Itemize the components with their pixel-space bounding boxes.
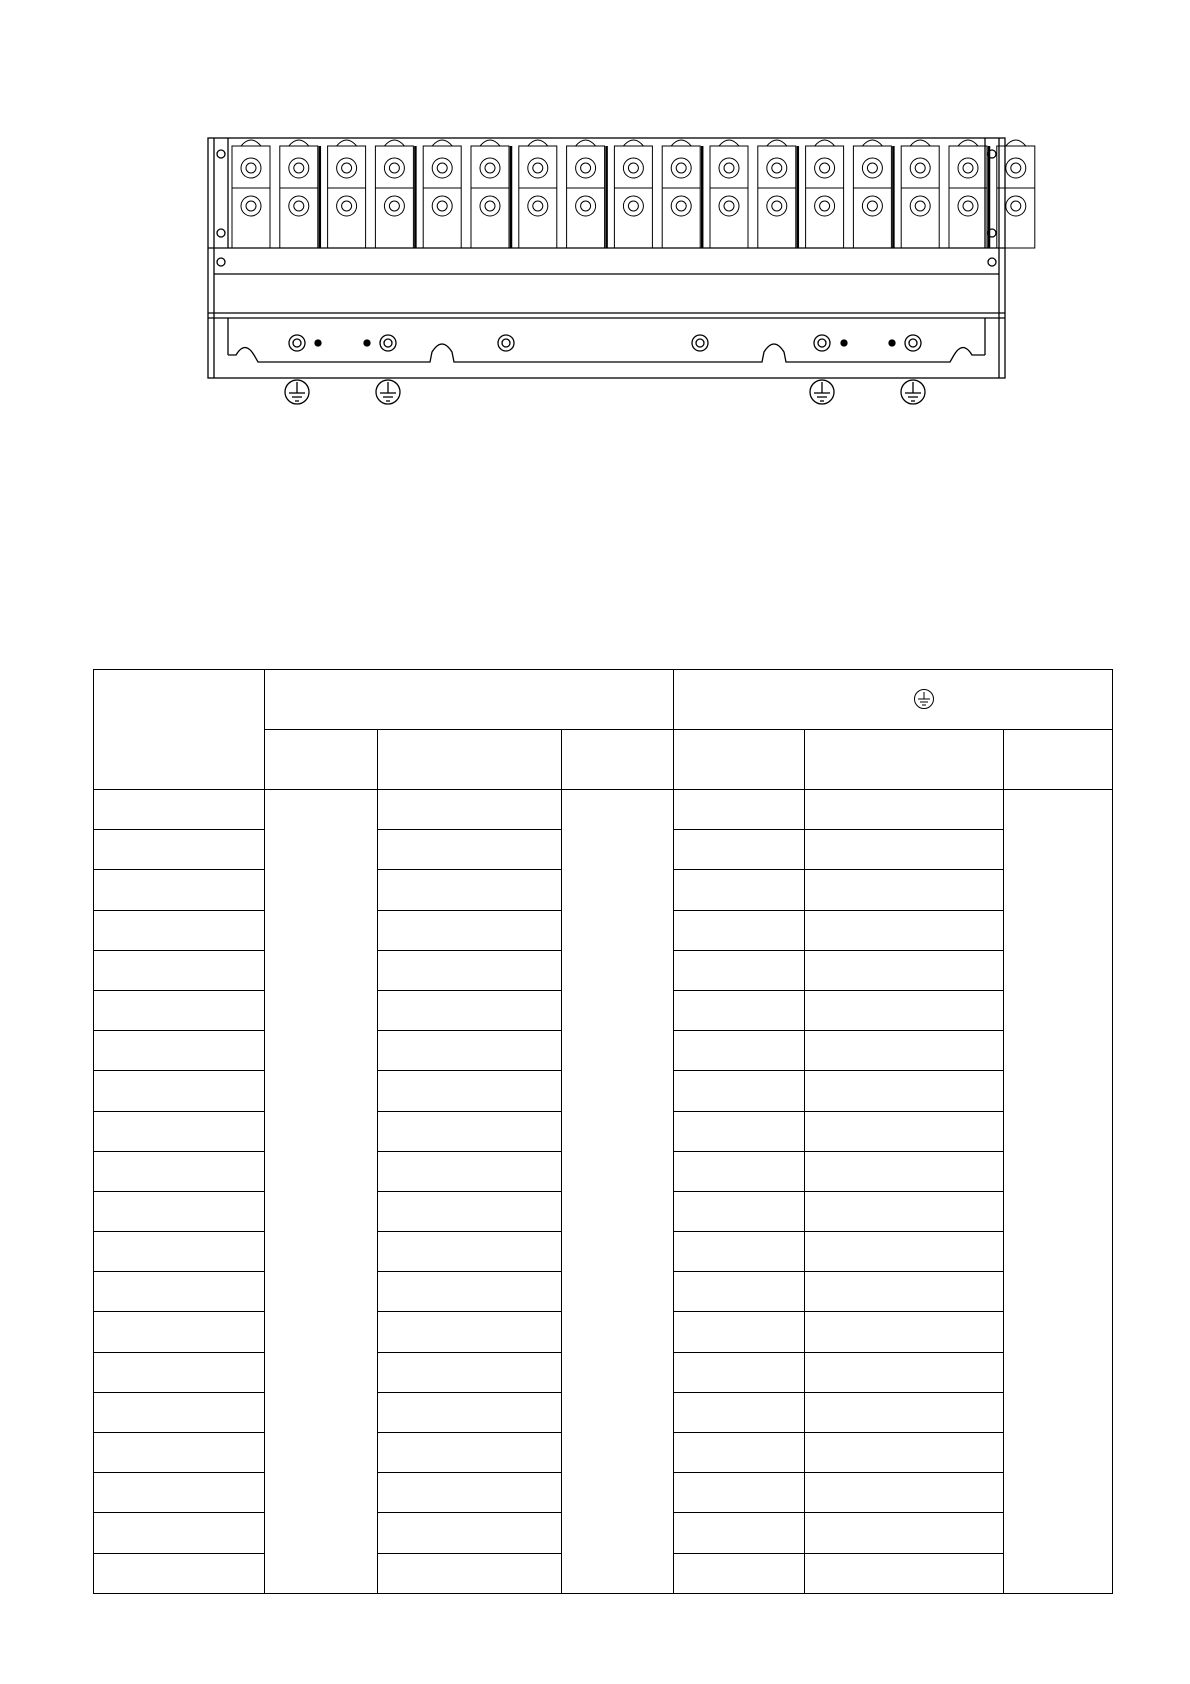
table-cell bbox=[674, 1433, 805, 1473]
terminal-screw-icon bbox=[241, 158, 261, 178]
terminal-top-clip bbox=[241, 140, 261, 146]
terminal-screw-icon bbox=[719, 196, 739, 216]
terminal-pair bbox=[280, 140, 320, 248]
table-cell bbox=[805, 790, 1004, 830]
terminal-body bbox=[614, 146, 652, 248]
terminal-screw-icon bbox=[384, 158, 404, 178]
terminal-top-clip bbox=[289, 140, 309, 146]
terminal-screw-inner bbox=[437, 163, 447, 173]
terminal-pair bbox=[901, 140, 939, 248]
header-model-cell bbox=[94, 670, 265, 790]
table-cell bbox=[674, 950, 805, 990]
terminal-screw-icon bbox=[719, 158, 739, 178]
terminal-screw-icon bbox=[815, 158, 835, 178]
terminal-screw-icon bbox=[767, 196, 787, 216]
terminal-screw-icon bbox=[337, 196, 357, 216]
merged-spec-cell bbox=[265, 790, 378, 1594]
busbar-bolt-inner bbox=[818, 339, 826, 347]
terminal-body bbox=[519, 146, 557, 248]
cover-screw-icon bbox=[988, 258, 996, 266]
header-ground-terminal-cell bbox=[674, 670, 1113, 730]
terminal-top-clip bbox=[432, 140, 452, 146]
table-cell bbox=[674, 1553, 805, 1593]
table-cell bbox=[378, 830, 562, 870]
terminal-screw-inner bbox=[867, 163, 877, 173]
table-cell bbox=[674, 1071, 805, 1111]
table-cell bbox=[378, 1513, 562, 1553]
table-cell bbox=[378, 910, 562, 950]
terminal-screw-icon bbox=[480, 196, 500, 216]
table-cell bbox=[805, 1553, 1004, 1593]
table-cell bbox=[378, 1071, 562, 1111]
table-cell bbox=[378, 790, 562, 830]
table-cell bbox=[94, 1553, 265, 1593]
terminal-screw-icon bbox=[528, 158, 548, 178]
terminal-top-clip bbox=[719, 140, 739, 146]
terminal-pair bbox=[328, 140, 366, 248]
terminal-screw-icon bbox=[910, 158, 930, 178]
terminal-screw-inner bbox=[1011, 163, 1021, 173]
table-cell bbox=[378, 1553, 562, 1593]
table-cell bbox=[94, 910, 265, 950]
table-cell bbox=[674, 1031, 805, 1071]
table-cell bbox=[805, 1191, 1004, 1231]
terminal-pair bbox=[662, 140, 702, 248]
terminal-body bbox=[232, 146, 270, 248]
busbar-pin-icon bbox=[841, 340, 847, 346]
terminal-body bbox=[471, 146, 509, 248]
terminal-top-clip bbox=[671, 140, 691, 146]
terminal-pair bbox=[232, 140, 270, 248]
frame-screw-icon bbox=[217, 150, 225, 158]
table-cell bbox=[378, 990, 562, 1030]
protective-earth-icon bbox=[913, 688, 935, 710]
header-subcell bbox=[265, 730, 378, 790]
terminal-screw-inner bbox=[676, 163, 686, 173]
terminal-screw-icon bbox=[576, 158, 596, 178]
terminal-screw-inner bbox=[437, 201, 447, 211]
busbar-bolt-inner bbox=[293, 339, 301, 347]
table-cell bbox=[674, 870, 805, 910]
table-cell bbox=[805, 1473, 1004, 1513]
table-cell bbox=[378, 950, 562, 990]
terminal-top-clip bbox=[337, 140, 357, 146]
terminal-row bbox=[232, 140, 1035, 248]
table-cell bbox=[805, 1352, 1004, 1392]
terminal-screw-inner bbox=[342, 163, 352, 173]
table-cell bbox=[94, 1392, 265, 1432]
table-cell bbox=[378, 1111, 562, 1151]
table-cell bbox=[94, 870, 265, 910]
terminal-screw-icon bbox=[432, 158, 452, 178]
terminal-screw-inner bbox=[724, 163, 734, 173]
table-cell bbox=[94, 1433, 265, 1473]
terminal-screw-inner bbox=[915, 201, 925, 211]
table-cell bbox=[94, 1232, 265, 1272]
cover-screw-icon bbox=[217, 258, 225, 266]
terminal-top-clip bbox=[910, 140, 930, 146]
table-cell bbox=[805, 910, 1004, 950]
terminal-pair bbox=[710, 140, 748, 248]
table-row bbox=[94, 790, 1113, 830]
terminal-body bbox=[758, 146, 796, 248]
table-cell bbox=[674, 1392, 805, 1432]
terminal-body bbox=[949, 146, 987, 248]
terminal-pair bbox=[519, 140, 557, 248]
busbar-bolt-icon bbox=[289, 335, 305, 351]
busbar-pin-icon bbox=[889, 340, 895, 346]
terminal-screw-inner bbox=[867, 201, 877, 211]
table-cell bbox=[378, 1352, 562, 1392]
terminal-pair bbox=[471, 140, 511, 248]
table-cell bbox=[805, 1272, 1004, 1312]
terminal-pair bbox=[614, 140, 652, 248]
terminal-top-clip bbox=[384, 140, 404, 146]
terminal-screw-icon bbox=[432, 196, 452, 216]
busbar-bolt-icon bbox=[814, 335, 830, 351]
busbar-bolt-inner bbox=[696, 339, 704, 347]
table-cell bbox=[94, 1111, 265, 1151]
terminal-body bbox=[375, 146, 413, 248]
table-cell bbox=[378, 1031, 562, 1071]
table-cell bbox=[94, 1191, 265, 1231]
protective-earth-icon bbox=[285, 380, 309, 404]
table-cell bbox=[94, 1513, 265, 1553]
terminal-screw-icon bbox=[1006, 158, 1026, 178]
table-cell bbox=[805, 870, 1004, 910]
terminal-screw-inner bbox=[389, 163, 399, 173]
table-cell bbox=[805, 1513, 1004, 1553]
terminal-screw-icon bbox=[241, 196, 261, 216]
table-cell bbox=[378, 1272, 562, 1312]
table-cell bbox=[94, 1473, 265, 1513]
terminal-pair bbox=[567, 140, 607, 248]
terminal-screw-icon bbox=[910, 196, 930, 216]
terminal-screw-inner bbox=[676, 201, 686, 211]
terminal-body bbox=[710, 146, 748, 248]
terminal-body bbox=[901, 146, 939, 248]
table-cell bbox=[674, 1272, 805, 1312]
terminal-screw-icon bbox=[767, 158, 787, 178]
table-cell bbox=[674, 1513, 805, 1553]
terminal-pair bbox=[758, 140, 798, 248]
table-cell bbox=[674, 910, 805, 950]
terminal-screw-icon bbox=[671, 196, 691, 216]
terminal-screw-inner bbox=[963, 163, 973, 173]
merged-spec-cell bbox=[1004, 790, 1113, 1594]
table-cell bbox=[378, 1312, 562, 1352]
busbar-bolt-inner bbox=[909, 339, 917, 347]
terminal-pair bbox=[375, 140, 415, 248]
terminal-screw-icon bbox=[958, 158, 978, 178]
table-cell bbox=[94, 950, 265, 990]
terminal-screw-icon bbox=[862, 158, 882, 178]
header-subcell bbox=[1004, 730, 1113, 790]
terminal-screw-icon bbox=[958, 196, 978, 216]
terminal-screw-inner bbox=[1011, 201, 1021, 211]
table-cell bbox=[805, 1031, 1004, 1071]
terminal-screw-inner bbox=[915, 163, 925, 173]
header-subcell bbox=[378, 730, 562, 790]
terminal-top-clip bbox=[862, 140, 882, 146]
table-cell bbox=[378, 1473, 562, 1513]
table-cell bbox=[805, 1071, 1004, 1111]
terminal-screw-inner bbox=[628, 201, 638, 211]
terminal-screw-inner bbox=[533, 163, 543, 173]
table-cell bbox=[378, 870, 562, 910]
table-cell bbox=[805, 1433, 1004, 1473]
terminal-top-clip bbox=[576, 140, 596, 146]
table-cell bbox=[94, 990, 265, 1030]
terminal-screw-icon bbox=[671, 158, 691, 178]
table-cell bbox=[94, 1151, 265, 1191]
table-cell bbox=[674, 790, 805, 830]
terminal-screw-inner bbox=[389, 201, 399, 211]
table-cell bbox=[378, 1151, 562, 1191]
terminal-screw-icon bbox=[623, 158, 643, 178]
table-cell bbox=[378, 1191, 562, 1231]
table-cell bbox=[94, 1312, 265, 1352]
terminal-screw-icon bbox=[623, 196, 643, 216]
table-cell bbox=[805, 830, 1004, 870]
protective-earth-icon bbox=[810, 380, 834, 404]
terminal-pair bbox=[949, 140, 989, 248]
frame-screw-icon bbox=[217, 229, 225, 237]
table-cell bbox=[94, 1071, 265, 1111]
terminal-pair bbox=[806, 140, 844, 248]
table-cell bbox=[674, 1151, 805, 1191]
table-cell bbox=[378, 1433, 562, 1473]
table-cell bbox=[805, 1151, 1004, 1191]
busbar-bolt-icon bbox=[905, 335, 921, 351]
terminal-top-clip bbox=[528, 140, 548, 146]
terminal-body bbox=[567, 146, 605, 248]
table-cell bbox=[94, 1272, 265, 1312]
terminal-screw-icon bbox=[289, 158, 309, 178]
terminal-screw-inner bbox=[724, 201, 734, 211]
protective-earth-icon bbox=[901, 380, 925, 404]
header-subcell bbox=[805, 730, 1004, 790]
terminal-screw-inner bbox=[581, 163, 591, 173]
terminal-screw-inner bbox=[485, 163, 495, 173]
table-cell bbox=[805, 990, 1004, 1030]
terminal-top-clip bbox=[1006, 140, 1026, 146]
terminal-screw-icon bbox=[1006, 196, 1026, 216]
terminal-screw-icon bbox=[289, 196, 309, 216]
table-cell bbox=[674, 1352, 805, 1392]
terminal-top-clip bbox=[958, 140, 978, 146]
busbar-bolt-icon bbox=[498, 335, 514, 351]
table-cell bbox=[805, 1392, 1004, 1432]
wiring-spec-table bbox=[93, 669, 1113, 1594]
table-cell bbox=[674, 1312, 805, 1352]
merged-spec-cell bbox=[562, 790, 674, 1594]
terminal-pair bbox=[423, 140, 461, 248]
terminal-screw-inner bbox=[628, 163, 638, 173]
table-cell bbox=[805, 950, 1004, 990]
ground-symbol-row bbox=[285, 380, 925, 404]
terminal-screw-inner bbox=[246, 163, 256, 173]
table-cell bbox=[674, 1111, 805, 1151]
busbar-pin-icon bbox=[364, 340, 370, 346]
terminal-body bbox=[662, 146, 700, 248]
terminal-pair bbox=[853, 140, 893, 248]
table-cell bbox=[805, 1312, 1004, 1352]
header-subcell bbox=[562, 730, 674, 790]
table-cell bbox=[674, 1473, 805, 1513]
terminal-screw-inner bbox=[820, 163, 830, 173]
table-cell bbox=[805, 1232, 1004, 1272]
terminal-body bbox=[280, 146, 318, 248]
terminal-body bbox=[997, 146, 1035, 248]
busbar-contour bbox=[228, 344, 985, 362]
terminal-top-clip bbox=[815, 140, 835, 146]
terminal-top-clip bbox=[480, 140, 500, 146]
terminal-screw-inner bbox=[294, 163, 304, 173]
header-subcell bbox=[674, 730, 805, 790]
table-cell bbox=[674, 1191, 805, 1231]
terminal-screw-icon bbox=[384, 196, 404, 216]
terminal-block-drawing bbox=[0, 0, 1190, 440]
terminal-pair bbox=[997, 140, 1035, 248]
busbar-pin-icon bbox=[315, 340, 321, 346]
terminal-body bbox=[853, 146, 891, 248]
table-cell bbox=[378, 1392, 562, 1432]
terminal-screw-inner bbox=[342, 201, 352, 211]
busbar-bolt-icon bbox=[380, 335, 396, 351]
terminal-screw-inner bbox=[820, 201, 830, 211]
table-cell bbox=[94, 1031, 265, 1071]
terminal-screw-inner bbox=[533, 201, 543, 211]
terminal-screw-inner bbox=[246, 201, 256, 211]
terminal-screw-inner bbox=[963, 201, 973, 211]
busbar-bolt-inner bbox=[384, 339, 392, 347]
terminal-screw-icon bbox=[528, 196, 548, 216]
table-cell bbox=[94, 790, 265, 830]
table-cell bbox=[94, 1352, 265, 1392]
terminal-screw-icon bbox=[815, 196, 835, 216]
terminal-screw-inner bbox=[772, 163, 782, 173]
terminal-screw-icon bbox=[576, 196, 596, 216]
table-cell bbox=[674, 1232, 805, 1272]
busbar-bolt-icon bbox=[692, 335, 708, 351]
table-cell bbox=[674, 830, 805, 870]
table-cell bbox=[674, 990, 805, 1030]
terminal-screw-inner bbox=[294, 201, 304, 211]
terminal-body bbox=[806, 146, 844, 248]
table-cell bbox=[378, 1232, 562, 1272]
terminal-screw-icon bbox=[480, 158, 500, 178]
protective-earth-icon bbox=[376, 380, 400, 404]
terminal-top-clip bbox=[623, 140, 643, 146]
table-cell bbox=[805, 1111, 1004, 1151]
busbar-bolt-inner bbox=[502, 339, 510, 347]
terminal-screw-inner bbox=[772, 201, 782, 211]
terminal-screw-icon bbox=[862, 196, 882, 216]
terminal-screw-icon bbox=[337, 158, 357, 178]
terminal-body bbox=[423, 146, 461, 248]
terminal-screw-inner bbox=[485, 201, 495, 211]
table-cell bbox=[94, 830, 265, 870]
terminal-top-clip bbox=[767, 140, 787, 146]
header-main-terminal-cell bbox=[265, 670, 674, 730]
terminal-body bbox=[328, 146, 366, 248]
terminal-screw-inner bbox=[581, 201, 591, 211]
